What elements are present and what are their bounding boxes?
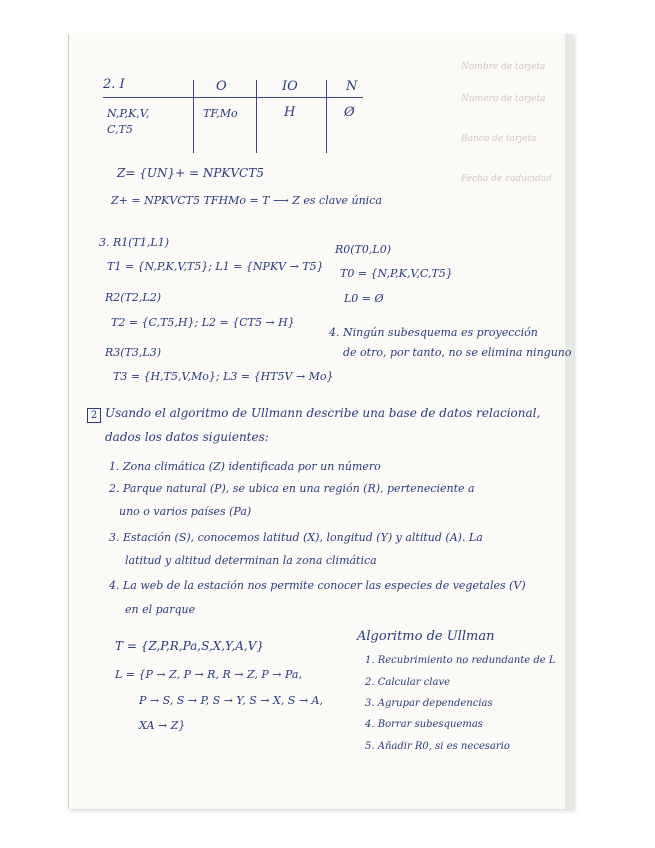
table-header-I: 2. I bbox=[103, 77, 125, 92]
algorithm-step: 4. Borrar subesquemas bbox=[365, 719, 483, 730]
schema-l0: L0 = Ø bbox=[344, 292, 384, 305]
bleed-text: Numero de tarjeta bbox=[461, 94, 546, 104]
table-header-O: O bbox=[216, 79, 227, 94]
table-header-N: N bbox=[346, 79, 358, 94]
bleed-text: Fecha de caducidad bbox=[461, 174, 552, 184]
algorithm-step: 2. Calcular clave bbox=[365, 677, 451, 688]
exercise-item: uno o varios países (Pa) bbox=[119, 505, 252, 518]
dependency-line: XA → Z} bbox=[139, 719, 186, 732]
table-cell-N: Ø bbox=[344, 105, 355, 120]
note-line: 4. Ningún subesquema es proyección bbox=[329, 326, 538, 339]
dependency-line: P → S, S → P, S → Y, S → X, S → A, bbox=[139, 694, 323, 707]
table-cell-I: N,P,K,V, bbox=[107, 107, 150, 120]
table-divider bbox=[326, 80, 327, 153]
exercise-item: 4. La web de la estación nos permite conocer las especies de vegetales (V) bbox=[109, 579, 526, 592]
algorithm-title: Algoritmo de Ullman bbox=[357, 629, 495, 644]
table-divider bbox=[193, 80, 194, 153]
table-cell-IO: H bbox=[284, 105, 296, 120]
note-line: de otro, por tanto, no se elimina ninguno bbox=[343, 346, 572, 359]
algorithm-step: 3. Agrupar dependencias bbox=[365, 698, 493, 709]
schema-t2: T2 = {C,T5,H}; L2 = {CT5 → H} bbox=[111, 316, 295, 329]
exercise-item: latitud y altitud determinan la zona climática bbox=[125, 554, 377, 567]
exercise-statement: dados los datos siguientes: bbox=[105, 430, 269, 444]
table-header-IO: IO bbox=[282, 79, 298, 94]
dependency-line: L = {P → Z, P → R, R → Z, P → Pa, bbox=[115, 668, 302, 681]
exercise-item: 2. Parque natural (P), se ubica en una región (R), perteneciente a bbox=[109, 482, 475, 495]
exercise-statement: Usando el algoritmo de Ullmann describe una base de datos relacional, bbox=[105, 406, 541, 420]
table-cell-I: C,T5 bbox=[107, 123, 133, 136]
schema-t0: T0 = {N,P,K,V,C,T5} bbox=[340, 267, 453, 280]
exercise-item: 1. Zona climática (Z) identificada por un número bbox=[109, 460, 381, 473]
attribute-set: T = {Z,P,R,Pa,S,X,Y,A,V} bbox=[115, 639, 265, 653]
schema-r3: R3(T3,L3) bbox=[105, 346, 161, 359]
bleed-text: Banco de tarjeta bbox=[461, 134, 537, 144]
bleed-text: Nombre de tarjeta bbox=[461, 62, 546, 72]
schema-r0: R0(T0,L0) bbox=[335, 243, 391, 256]
closure-line: Z= {UN}+ = NPKVCT5 bbox=[117, 166, 264, 180]
schema-t3: T3 = {H,T5,V,Mo}; L3 = {HT5V → Mo} bbox=[113, 370, 334, 383]
algorithm-step: 1. Recubrimiento no redundante de L bbox=[365, 655, 556, 666]
schema-r1: 3. R1(T1,L1) bbox=[99, 236, 169, 249]
algorithm-step: 5. Añadir R0, si es necesario bbox=[365, 741, 510, 752]
exercise-item: en el parque bbox=[125, 603, 196, 616]
exercise-number-box: 2 bbox=[87, 408, 101, 423]
notebook-page bbox=[68, 34, 573, 809]
page-edge bbox=[565, 34, 573, 809]
schema-t1: T1 = {N,P,K,V,T5}; L1 = {NPKV → T5} bbox=[107, 260, 324, 273]
schema-r2: R2(T2,L2) bbox=[105, 291, 161, 304]
exercise-item: 3. Estación (S), conocemos latitud (X), longitud (Y) y altitud (A). La bbox=[109, 531, 483, 544]
key-line: Z+ = NPKVCT5 TFHMo = T ⟶ Z es clave única bbox=[111, 194, 382, 207]
table-rule bbox=[103, 97, 363, 98]
table-cell-O: TF,Mo bbox=[203, 107, 238, 120]
table-divider bbox=[256, 80, 257, 153]
